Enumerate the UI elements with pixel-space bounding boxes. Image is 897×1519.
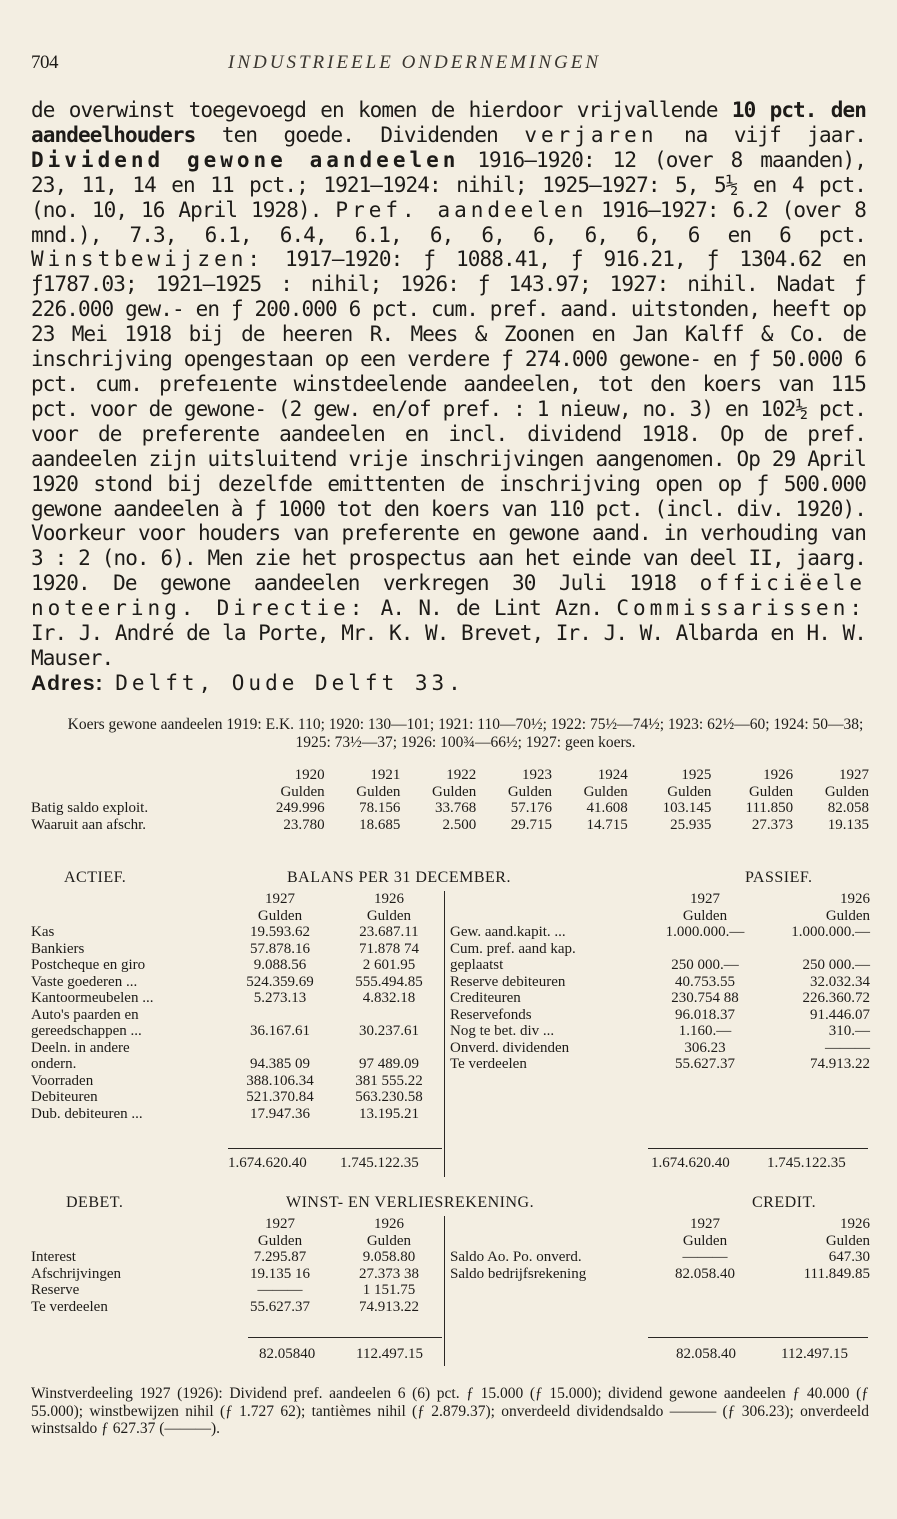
table-row: [450, 974, 870, 991]
table-row: [450, 990, 870, 1007]
saldo-unit-row: Gulden Gulden Gulden Gulden Gulden Gulden Gulden Gulden: [280, 783, 869, 800]
row-value-1927: [228, 1040, 332, 1057]
table-row: [31, 1266, 446, 1283]
row-label: Te verdeelen: [450, 1056, 527, 1072]
actief-rows: [31, 924, 446, 1122]
table-row: [31, 1073, 446, 1090]
table-row: [31, 1040, 446, 1057]
row-value-1927: 250 000.—: [671, 957, 739, 973]
row-label: Bankiers: [31, 940, 85, 957]
table-row: [450, 1007, 870, 1024]
row-value-1927: 521.370.84: [246, 1089, 314, 1105]
page-number: 704: [31, 52, 58, 73]
credit-total-1927: 82.058.40: [676, 1346, 736, 1362]
row-label: Dub. debiteuren ...: [31, 1105, 143, 1122]
row-label: Vaste goederen ...: [31, 973, 138, 990]
row-value-1927: 19.135 16: [250, 1265, 310, 1282]
actief-total-1926: 1.745.122.35: [340, 1155, 419, 1171]
credit-rows: [450, 1249, 870, 1282]
row-label: Debiteuren: [31, 1089, 98, 1105]
saldo-year-row: 1920 1921 1922 1923 1924 1925 1926 1927: [294, 767, 869, 783]
actief-title: ACTIEF.: [64, 869, 127, 886]
debet-total-rule: [248, 1337, 442, 1338]
body-paragraph: de overwinst toegevoegd en komen de hierdoor vrijvallende 10 pct. den aandeelhouders ten goede. Dividenden verjaren na vijf jaar. Dividend gewone aandeelen 1916—1920: 12 (over 8 maanden), 23, 11, 14 en 11 pct.; 1921—1924: nihil; 1925—1927: 5, 5½ en 4 pct. (no. 10, 16 April 1928). Pref. aandeelen 1916—1927: 6.2 (over 8 mnd.), 7.3, 6.1, 6.4, 6.1, 6, 6, 6, 6, 6, 6 en 6 pct. Winstbewijzen: 1917—1920: ƒ 1088.41, ƒ 916.21, ƒ 1304.62 en ƒ1787.03; 1921—1925 : nihil; 1926: ƒ 143.97; 1927: nihil. Nadat ƒ 226.000 gew.- en ƒ 200.000 6 pct. cum. pref. aand. uitstonden, heeft op 23 Mei 1918 bij de heeren R. Mees & Zoonen en Jan Kalff & Co. de inschrijving opengestaan op een verdere ƒ 274.000 gewone- en ƒ 50.000 6 pct. cum. prefeıente winstdeelende aandeelen, tot den koers van 115 pct. voor de gewone- (2 gew. en/of pref. : 1 nieuw, no. 3) en 102½ pct. voor de preferente aandeelen en incl. dividend 1918. Op de pref. aandeelen zijn uitsluitend vrije inschrijvingen aangenomen. Op 29 April 1920 stond bij dezelfde emittenten de inschrijving open op ƒ 500.000 gewone aandeelen à ƒ 1000 tot den koers van 110 pct. (incl. div. 1920). Voorkeur voor houders van preferente en gewone aand. in verhouding van 3 : 2 (no. 6). Men zie het prospectus aan het einde van deel II, jaarg. 1920. De gewone aandeelen verkregen 30 Juli 1918 officiëele noteering. Directie: A. N. de Lint Azn. Commissarissen: Ir. J. André de la Porte, Mr. K. W. Brevet, Ir. J. W. Albarda en H. W. Mauser. Adres: Delft, Oude Delft 33.: [31, 98, 866, 695]
table-row: [31, 1056, 446, 1073]
row-label: Saldo bedrijfsrekening: [450, 1265, 587, 1282]
table-row: [31, 924, 446, 941]
row-value-1926: [332, 1040, 446, 1057]
row-value-1926: 563.230.58: [355, 1089, 423, 1105]
row-label: Voorraden: [31, 1072, 94, 1089]
table-row: Batig saldo exploit. 249.996 78.156 33.768 57.176 41.608 103.145 111.850 82.058: [31, 800, 869, 816]
row-value-1926: 226.360.72: [802, 990, 870, 1006]
row-value-1927: 9.088.56: [253, 957, 307, 973]
table-row: [31, 957, 446, 974]
credit-table: 1927 1926 Gulden Gulden Saldo Ao. Po. onverd. ——— 647.30 Saldo bedrijfsrekening 82.058.40 111.849.85: [450, 1216, 870, 1282]
address-value: Delft, Oude Delft 33.: [115, 670, 465, 695]
row-label: geplaatst: [450, 957, 504, 973]
row-value-1926: 30.237.61: [358, 1023, 419, 1039]
table-row: [450, 941, 870, 958]
table-row: [31, 974, 446, 991]
row-label: Reserve debiteuren: [450, 973, 566, 990]
row-label: Saldo Ao. Po. onverd.: [450, 1249, 582, 1265]
row-label: Afschrijvingen: [31, 1265, 121, 1282]
row-value-1927: ———: [682, 1249, 728, 1265]
row-value-1926: 111.849.85: [803, 1265, 870, 1282]
credit-total-1926: 112.497.15: [781, 1346, 848, 1362]
row-value-1927: 55.627.37: [675, 1056, 735, 1072]
row-label: ondern.: [31, 1056, 77, 1072]
row-value-1926: 381 555.22: [355, 1072, 423, 1089]
row-value-1927: 306.23: [684, 1039, 726, 1056]
balans-title: BALANS PER 31 DECEMBER.: [287, 869, 511, 886]
row-value-1927: 19.593.62: [250, 924, 310, 940]
row-label: Reservefonds: [450, 1006, 532, 1023]
row-label: Kantoormeubelen ...: [31, 990, 154, 1006]
row-label: Postcheque en giro: [31, 957, 146, 973]
row-value-1926: 32.032.34: [810, 973, 870, 990]
row-value-1926: 71.878 74: [358, 940, 419, 957]
balans-divider: [444, 891, 445, 1177]
table-row: [31, 1282, 446, 1299]
row-label: Deeln. in andere: [31, 1039, 130, 1056]
row-value-1927: 17.947.36: [250, 1105, 310, 1122]
actief-total-1927: 1.674.620.40: [228, 1155, 307, 1171]
row-value-1927: 40.753.55: [675, 973, 735, 990]
table-row: [31, 1023, 446, 1040]
row-label: Auto's paarden en: [31, 1006, 139, 1023]
table-row: [31, 1299, 446, 1316]
row-value-1926: 23.687.11: [359, 924, 419, 940]
row-value-1927: 388.106.34: [246, 1072, 314, 1089]
table-row: [450, 957, 870, 974]
row-label: Cum. pref. aand kap.: [450, 940, 576, 957]
table-row: [450, 924, 870, 941]
row-value-1926: 91.446.07: [810, 1006, 870, 1023]
debet-title: DEBET.: [66, 1194, 124, 1211]
table-row: Waaruit aan afschr. 23.780 18.685 2.500 29.715 14.715 25.935 27.373 19.135: [31, 816, 869, 833]
row-value-1927: 55.627.37: [250, 1298, 310, 1315]
row-value-1927: 57.878.16: [250, 940, 310, 957]
row-value-1927: 36.167.61: [250, 1023, 310, 1039]
row-value-1927: [650, 941, 760, 958]
row-value-1926: 13.195.21: [358, 1105, 419, 1122]
row-label: Onverd. dividenden: [450, 1039, 570, 1056]
debet-table: 1927 1926 Gulden Gulden Interest 7.295.87 9.058.80 Afschrijvingen 19.135 16 27.373 38 Reserve ——— 1 151.75 Te verdeelen 55.627.37 74.913.22: [31, 1216, 446, 1315]
table-row: [31, 1089, 446, 1106]
winst-divider: [444, 1216, 445, 1366]
table-row: [31, 1106, 446, 1123]
row-value-1926: 2 601.95: [362, 957, 416, 973]
passief-rows: [450, 924, 870, 1073]
credit-title: CREDIT.: [752, 1194, 817, 1211]
row-value-1926: 4.832.18: [362, 990, 416, 1006]
row-value-1926: ———: [825, 1039, 870, 1056]
table-row: [31, 1007, 446, 1024]
credit-total-rule: [648, 1337, 868, 1338]
row-value-1926: 1 151.75: [362, 1282, 416, 1298]
row-value-1926: 310.—: [828, 1023, 870, 1039]
table-row: [31, 990, 446, 1007]
winst-title: WINST- EN VERLIESREKENING.: [286, 1194, 535, 1211]
row-label: Interest: [31, 1249, 76, 1265]
table-row: [450, 1056, 870, 1073]
row-value-1926: 27.373 38: [358, 1265, 419, 1282]
row-value-1926: [332, 1007, 446, 1024]
row-value-1927: 1.000.000.—: [665, 924, 745, 940]
koers-line: Koers gewone aandeelen 1919: E.K. 110; 1920: 130—101; 1921: 110—70½; 1922: 75½—74½; 1923: 62½—60; 1924: 50—38; 1925: 73½—37; 1926: 100¾—66½; 1927: geen koers.: [67, 716, 864, 751]
table-row: [450, 1040, 870, 1057]
row-value-1927: [228, 1007, 332, 1024]
row-value-1927: 5.273.13: [253, 990, 307, 1006]
row-label: gereedschappen ...: [31, 1023, 142, 1039]
row-label: Te verdeelen: [31, 1298, 108, 1315]
table-row: [450, 1266, 870, 1283]
row-value-1926: 9.058.80: [362, 1249, 416, 1265]
debet-total-1927: 82.05840: [259, 1346, 316, 1362]
row-value-1927: ———: [257, 1282, 303, 1298]
running-title: INDUSTRIEELE ONDERNEMINGEN: [228, 52, 602, 73]
debet-total-1926: 112.497.15: [356, 1346, 423, 1362]
winstverdeeling-footnote: Winstverdeeling 1927 (1926): Dividend pref. aandeelen 6 (6) pct. ƒ 15.000 (ƒ 15.000); dividend gewone aandeelen ƒ 40.000 (ƒ 55.000); winstbewijzen nihil (ƒ 1.727 62); tantièmes nihil (ƒ 2.879.37); onverdeeld dividendsaldo ——— (ƒ 306.23); onverdeeld winstsaldo ƒ 627.37 (———).: [31, 1385, 869, 1437]
address-label: Adres:: [31, 671, 104, 695]
debet-rows: [31, 1249, 446, 1315]
row-value-1926: 555.494.85: [355, 973, 423, 990]
row-label: Gew. aand.kapit. ...: [450, 924, 566, 940]
row-label: Nog te bet. div ...: [450, 1023, 555, 1039]
row-value-1927: 524.359.69: [246, 973, 314, 990]
row-label: Reserve: [31, 1282, 80, 1298]
row-value-1926: 647.30: [828, 1249, 870, 1265]
row-value-1926: 74.913.22: [810, 1056, 870, 1072]
row-value-1927: 7.295.87: [253, 1249, 307, 1265]
row-label: Crediteuren: [450, 990, 521, 1006]
passief-table: 1927 1926 Gulden Gulden Gew. aand.kapit. ... 1.000.000.— 1.000.000.— Cum. pref. aand kap. geplaatst 250 000.— 250 000.— Reserve debiteuren 40.753.55 32.032.34 Crediteuren 230.754 88 226.360.72 Reservefonds 96.018.37 91.446.07 Nog te bet. div ... 1.160.— 310.— Onverd. dividenden 306.23 ——— Te verdeelen 55.627.37 74.913.22: [450, 891, 870, 1072]
actief-total-rule: [228, 1148, 442, 1149]
row-value-1926: 97 489.09: [358, 1056, 419, 1072]
row-value-1927: 1.160.—: [678, 1023, 732, 1039]
saldo-table: [31, 767, 869, 833]
row-value-1927: 230.754 88: [671, 990, 739, 1006]
row-value-1926: 74.913.22: [358, 1298, 419, 1315]
row-value-1926: 250 000.—: [802, 957, 870, 973]
table-row: [450, 1249, 870, 1266]
table-row: [450, 1023, 870, 1040]
row-value-1927: 96.018.37: [675, 1006, 735, 1023]
table-row: [31, 1249, 446, 1266]
table-row: [31, 941, 446, 958]
passief-total-1927: 1.674.620.40: [651, 1155, 730, 1171]
row-value-1926: [760, 941, 870, 958]
actief-table: 1927 1926 Gulden Gulden Kas 19.593.62 23.687.11 Bankiers 57.878.16 71.878 74 Postcheque en giro 9.088.56 2 601.95 Vaste goederen ... 524.359.69 555.494.85 Kantoormeubelen ... 5.273.13 4.832.18 Auto's paarden en gereedschappen ... 36.167.61 30.237.61 Deeln. in andere ondern. 94.385 09 97 489.09 Voorraden 388.106.34 381 555.22 Debiteuren 521.370.84 563.230.58 Dub. debiteuren ... 17.947.36 13.195.21: [31, 891, 446, 1122]
passief-title: PASSIEF.: [745, 869, 813, 886]
row-value-1927: 82.058.40: [675, 1265, 735, 1282]
row-label: Kas: [31, 924, 55, 940]
passief-total-1926: 1.745.122.35: [767, 1155, 846, 1171]
passief-total-rule: [648, 1148, 868, 1149]
row-value-1927: 94.385 09: [250, 1056, 310, 1072]
row-value-1926: 1.000.000.—: [791, 924, 870, 940]
